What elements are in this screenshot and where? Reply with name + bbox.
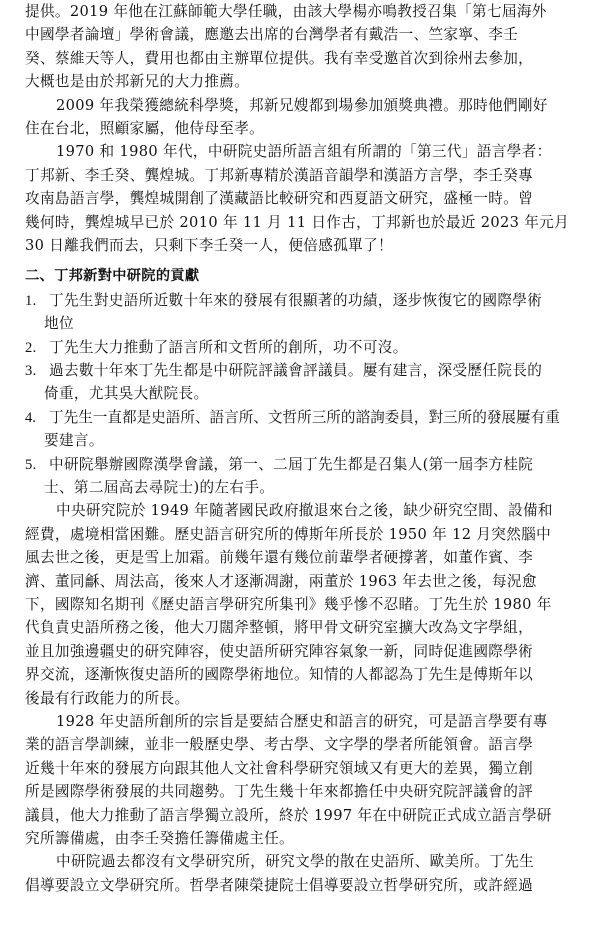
paragraph-first-line: 中央研究院於 1949 年隨著國民政府撤退來台之後，缺少研究空間、設備和 xyxy=(56,502,553,520)
list-item-text: 過去數十年來丁先生都是中研院評議會評議員。屢有建言，深受歷任院長的 xyxy=(49,362,543,379)
text-line: 幾何時，龔煌城早已於 2010 年 11 月 11 日作古，丁邦新也於最近 2023 年元月 xyxy=(25,213,570,231)
text-line: 經費，處境相當困難。歷史語言研究所的傅斯年所長於 1950 年 12 月突然腦中 xyxy=(25,525,552,543)
text-line: 議員，他大力推動了語言學獨立設所，終於 1997 年在中研院正式成立語言學研 xyxy=(25,806,552,824)
paragraph-first-line: 中研院過去都沒有文學研究所，研究文學的散在史語所、歐美所。丁先生 xyxy=(56,853,535,871)
text-line: 癸、蔡維天等人，費用也都由主辦單位提供。我有幸受邀首次到徐州去參加， xyxy=(25,49,534,67)
list-item-text: 中研院舉辦國際漢學會議，第一、二屆丁先生都是召集人(第一屆李方桂院 xyxy=(49,455,534,473)
text-line: 並且加強邊疆史的研究陣容，使史語所研究陣容氣象一新，同時促進國際學術 xyxy=(25,642,534,660)
text-line: 提供。2019 年他在江蘇師範大學任職，由該大學楊亦鳴教授召集「第七屆海外 xyxy=(25,3,547,20)
list-item-continuation: 地位 xyxy=(44,315,74,333)
list-number: 2. xyxy=(25,339,37,356)
text-line: 30 日離我們而去，只剩下李壬癸一人，便倍感孤單了！ xyxy=(25,237,393,254)
text-line: 究所籌備處，由李壬癸擔任籌備處主任。 xyxy=(25,830,294,847)
paragraph-first-line: 1970 和 1980 年代，中研院史語所語言組有所謂的「第三代」語言學者： xyxy=(56,143,552,161)
text-line: 所是國際學術發展的共同趨勢。丁先生幾十年來都擔任中央研究院評議會的評 xyxy=(25,783,534,801)
text-line: 代負責史語所務之後，他大刀闊斧整頓，將甲骨文研究室擴大改為文字學組， xyxy=(25,619,534,637)
text-line: 中國學者論壇」學術會議，應邀去出席的台灣學者有戴浩一、竺家寧、李壬 xyxy=(25,26,519,44)
list-item xyxy=(25,359,542,382)
paragraph-first-line: 1928 年史語所創所的宗旨是要結合歷史和語言的研究，可是語言學要有專 xyxy=(56,713,548,730)
list-item-continuation: 要建言。 xyxy=(44,432,104,450)
list-item-continuation: 士、第二屆高去尋院士)的左右手。 xyxy=(44,479,275,496)
list-item xyxy=(25,289,542,312)
text-line: 近幾十年來的發展方向跟其他人文社會科學研究領域又有更大的差異，獨立創 xyxy=(25,759,534,777)
paragraph-first-line: 2009 年我榮獲總統科學獎，邦新兄嫂都到場參加頒獎典禮。那時他們剛好 xyxy=(56,96,548,114)
list-number: 4. xyxy=(25,409,36,426)
list-item xyxy=(25,336,408,359)
list-item xyxy=(25,453,533,476)
list-item xyxy=(25,406,560,429)
list-item-text: 丁先生大力推動了語言所和文哲所的創所，功不可沒。 xyxy=(49,338,408,356)
section-heading: 二、丁邦新對中研院的貢獻 xyxy=(25,268,200,285)
list-number: 1. xyxy=(25,292,37,309)
text-line: 下，國際知名期刊《歷史語言學研究所集刊》幾乎慘不忍睹。丁先生於 1980 年 xyxy=(25,596,552,613)
list-item-text: 丁先生對史語所近數十年來的發展有很顯著的功績，逐步恢復它的國際學術 xyxy=(49,291,543,309)
text-line: 攻南島語言學，龔煌城開創了漢藏語比較研究和西夏語文研究，盛極一時。曾 xyxy=(25,190,534,208)
text-line: 業的語言學訓練，並非一般歷史學、考古學、文字學的學者所能領會。語言學 xyxy=(25,736,534,754)
text-line: 倡導要設立文學研究所。哲學者陳榮捷院士倡導要設立哲學研究所，或許經過 xyxy=(25,876,534,894)
list-number: 3. xyxy=(25,363,37,379)
list-number: 5. xyxy=(25,456,37,473)
text-line: 大概也是由於邦新兄的大力推薦。 xyxy=(25,73,250,91)
text-line: 後最有行政能力的所長。 xyxy=(25,689,190,707)
text-line: 界交流，逐漸恢復史語所的國際學術地位。知情的人都認為丁先生是傅斯年以 xyxy=(25,666,534,684)
text-line: 風去世之後，更是雪上加霜。前幾年還有幾位前輩學者硬撐著，如董作賓、李 xyxy=(25,549,534,567)
list-item-continuation: 倚重，尤其吳大猷院長。 xyxy=(44,385,209,403)
text-line: 住在台北，照顧家屬，他侍母至孝。 xyxy=(25,120,265,137)
text-line: 濟、董同龢、周法高，後來人才逐漸凋謝，兩董於 1963 年去世之後，每況愈 xyxy=(25,572,537,590)
text-line: 丁邦新、李壬癸、龔煌城。丁邦新專精於漢語音韻學和漢語方言學，李壬癸專 xyxy=(25,166,534,184)
list-item-text: 丁先生一直都是史語所、語言所、文哲所三所的諮詢委員，對三所的發展屢有重 xyxy=(49,408,560,426)
